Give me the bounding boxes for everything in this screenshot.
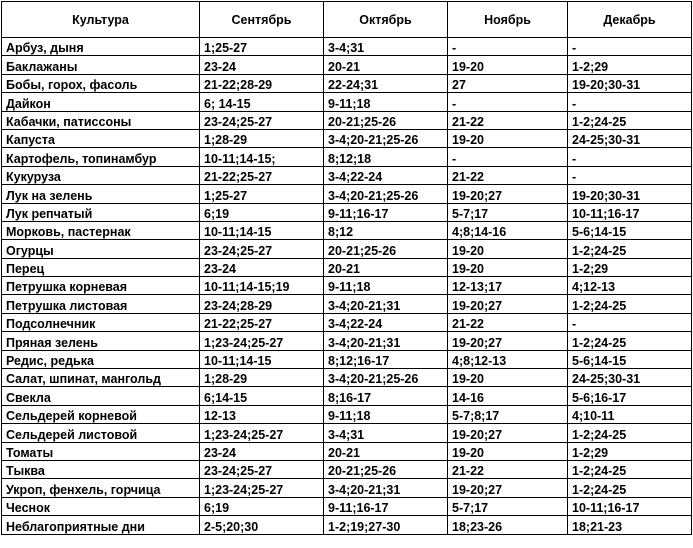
october-cell: 20-21;25-26: [324, 111, 448, 129]
november-cell: 12-13;17: [448, 277, 568, 295]
table-row: [2, 350, 692, 368]
september-cell: 23-24: [200, 442, 324, 460]
october-cell: 3-4;20-21;25-26: [324, 185, 448, 203]
september-cell: 21-22;25-27: [200, 313, 324, 331]
crop-cell: Огурцы: [2, 240, 200, 258]
september-cell: 6;19: [200, 203, 324, 221]
september-cell: 10-11;14-15;19: [200, 277, 324, 295]
september-cell: 23-24;28-29: [200, 295, 324, 313]
crop-cell: Бобы, горох, фасоль: [2, 74, 200, 92]
september-cell: 23-24: [200, 56, 324, 74]
december-cell: -: [568, 38, 692, 56]
crop-cell: Капуста: [2, 129, 200, 147]
header-crop: Культура: [2, 2, 200, 38]
september-cell: 6;14-15: [200, 387, 324, 405]
crop-cell: Арбуз, дыня: [2, 38, 200, 56]
october-cell: 1-2;19;27-30: [324, 516, 448, 534]
crop-cell: Лук на зелень: [2, 185, 200, 203]
table-row: [2, 313, 692, 331]
october-cell: 20-21: [324, 258, 448, 276]
october-cell: 8;12;18: [324, 148, 448, 166]
september-cell: 1;28-29: [200, 129, 324, 147]
december-cell: 1-2;24-25: [568, 332, 692, 350]
november-cell: 4;8;12-13: [448, 350, 568, 368]
september-cell: 23-24;25-27: [200, 460, 324, 478]
october-cell: 20-21: [324, 56, 448, 74]
table-row: [2, 166, 692, 184]
october-cell: 22-24;31: [324, 74, 448, 92]
september-cell: 1;25-27: [200, 185, 324, 203]
november-cell: 27: [448, 74, 568, 92]
october-cell: 3-4;31: [324, 424, 448, 442]
november-cell: -: [448, 93, 568, 111]
november-cell: 19-20;27: [448, 185, 568, 203]
october-cell: 9-11;18: [324, 93, 448, 111]
october-cell: 9-11;16-17: [324, 497, 448, 515]
october-cell: 8;12: [324, 221, 448, 239]
september-cell: 23-24;25-27: [200, 111, 324, 129]
november-cell: 19-20: [448, 240, 568, 258]
november-cell: 19-20: [448, 56, 568, 74]
crop-cell: Петрушка листовая: [2, 295, 200, 313]
crop-cell: Чеснок: [2, 497, 200, 515]
november-cell: 19-20: [448, 442, 568, 460]
october-cell: 3-4;22-24: [324, 313, 448, 331]
table-row: [2, 185, 692, 203]
november-cell: 5-7;8;17: [448, 405, 568, 423]
table-row: [2, 332, 692, 350]
crop-cell: Кукуруза: [2, 166, 200, 184]
table-body: [2, 38, 692, 535]
crop-cell: Тыква: [2, 460, 200, 478]
crop-cell: Баклажаны: [2, 56, 200, 74]
october-cell: 3-4;20-21;31: [324, 479, 448, 497]
table-row: [2, 405, 692, 423]
september-cell: 6;19: [200, 497, 324, 515]
crop-cell: Свекла: [2, 387, 200, 405]
crop-cell: Салат, шпинат, мангольд: [2, 369, 200, 387]
december-cell: 1-2;24-25: [568, 424, 692, 442]
table-row: [2, 38, 692, 56]
crop-cell: Дайкон: [2, 93, 200, 111]
november-cell: 14-16: [448, 387, 568, 405]
crop-cell: Петрушка корневая: [2, 277, 200, 295]
december-cell: -: [568, 93, 692, 111]
table-row: [2, 277, 692, 295]
september-cell: 23-24;25-27: [200, 240, 324, 258]
november-cell: 19-20;27: [448, 424, 568, 442]
november-cell: 21-22: [448, 111, 568, 129]
september-cell: 12-13: [200, 405, 324, 423]
october-cell: 3-4;20-21;31: [324, 295, 448, 313]
september-cell: 1;28-29: [200, 369, 324, 387]
december-cell: 10-11;16-17: [568, 203, 692, 221]
november-cell: 18;23-26: [448, 516, 568, 534]
november-cell: -: [448, 38, 568, 56]
november-cell: 4;8;14-16: [448, 221, 568, 239]
table-row: [2, 240, 692, 258]
november-cell: 19-20: [448, 369, 568, 387]
december-cell: 4;10-11: [568, 405, 692, 423]
november-cell: 5-7;17: [448, 203, 568, 221]
december-cell: 4;12-13: [568, 277, 692, 295]
september-cell: 1;23-24;25-27: [200, 424, 324, 442]
crop-cell: Кабачки, патиссоны: [2, 111, 200, 129]
december-cell: 1-2;24-25: [568, 240, 692, 258]
september-cell: 1;23-24;25-27: [200, 332, 324, 350]
september-cell: 21-22;25-27: [200, 166, 324, 184]
crop-cell: Томаты: [2, 442, 200, 460]
september-cell: 10-11;14-15: [200, 350, 324, 368]
december-cell: 1-2;29: [568, 258, 692, 276]
december-cell: 1-2;24-25: [568, 111, 692, 129]
table-row: [2, 258, 692, 276]
crop-cell: Редис, редька: [2, 350, 200, 368]
october-cell: 9-11;18: [324, 277, 448, 295]
october-cell: 3-4;20-21;31: [324, 332, 448, 350]
december-cell: 5-6;14-15: [568, 221, 692, 239]
header-row: [2, 2, 692, 38]
october-cell: 3-4;31: [324, 38, 448, 56]
crop-cell: Подсолнечник: [2, 313, 200, 331]
table-row: [2, 93, 692, 111]
november-cell: 19-20: [448, 258, 568, 276]
november-cell: 19-20;27: [448, 332, 568, 350]
october-cell: 3-4;20-21;25-26: [324, 369, 448, 387]
december-cell: 19-20;30-31: [568, 185, 692, 203]
october-cell: 9-11;18: [324, 405, 448, 423]
september-cell: 2-5;20;30: [200, 516, 324, 534]
october-cell: 3-4;20-21;25-26: [324, 129, 448, 147]
crop-cell: Неблагоприятные дни: [2, 516, 200, 534]
december-cell: -: [568, 148, 692, 166]
table-row: [2, 111, 692, 129]
crop-cell: Лук репчатый: [2, 203, 200, 221]
september-cell: 23-24: [200, 258, 324, 276]
table-row: [2, 295, 692, 313]
table-row: [2, 129, 692, 147]
november-cell: 19-20: [448, 129, 568, 147]
october-cell: 3-4;22-24: [324, 166, 448, 184]
november-cell: 21-22: [448, 460, 568, 478]
december-cell: 10-11;16-17: [568, 497, 692, 515]
table-row: [2, 221, 692, 239]
october-cell: 8;12;16-17: [324, 350, 448, 368]
crop-cell: Перец: [2, 258, 200, 276]
december-cell: 5-6;16-17: [568, 387, 692, 405]
table-row: [2, 497, 692, 515]
september-cell: 10-11;14-15: [200, 221, 324, 239]
november-cell: 5-7;17: [448, 497, 568, 515]
table-row: [2, 148, 692, 166]
december-cell: -: [568, 166, 692, 184]
table-row: [2, 442, 692, 460]
october-cell: 20-21;25-26: [324, 460, 448, 478]
table-row: [2, 74, 692, 92]
november-cell: 21-22: [448, 313, 568, 331]
december-cell: 1-2;24-25: [568, 479, 692, 497]
december-cell: 1-2;24-25: [568, 460, 692, 478]
october-cell: 20-21: [324, 442, 448, 460]
table-row: [2, 516, 692, 534]
header-september: Сентябрь: [200, 2, 324, 38]
header-november: Ноябрь: [448, 2, 568, 38]
november-cell: 19-20;27: [448, 479, 568, 497]
september-cell: 1;25-27: [200, 38, 324, 56]
table-row: [2, 479, 692, 497]
header-october: Октябрь: [324, 2, 448, 38]
december-cell: 1-2;29: [568, 56, 692, 74]
crop-cell: Пряная зелень: [2, 332, 200, 350]
december-cell: 18;21-23: [568, 516, 692, 534]
crop-cell: Сельдерей корневой: [2, 405, 200, 423]
table-row: [2, 460, 692, 478]
table-row: [2, 203, 692, 221]
september-cell: 10-11;14-15;: [200, 148, 324, 166]
table-row: [2, 56, 692, 74]
december-cell: 24-25;30-31: [568, 369, 692, 387]
crop-cell: Сельдерей листовой: [2, 424, 200, 442]
crop-cell: Укроп, фенхель, горчица: [2, 479, 200, 497]
december-cell: 5-6;14-15: [568, 350, 692, 368]
december-cell: 1-2;29: [568, 442, 692, 460]
november-cell: -: [448, 148, 568, 166]
october-cell: 8;16-17: [324, 387, 448, 405]
crop-cell: Морковь, пастернак: [2, 221, 200, 239]
december-cell: -: [568, 313, 692, 331]
october-cell: 9-11;16-17: [324, 203, 448, 221]
table-row: [2, 424, 692, 442]
table-row: [2, 369, 692, 387]
october-cell: 20-21;25-26: [324, 240, 448, 258]
crop-cell: Картофель, топинамбур: [2, 148, 200, 166]
september-cell: 6; 14-15: [200, 93, 324, 111]
september-cell: 21-22;28-29: [200, 74, 324, 92]
december-cell: 19-20;30-31: [568, 74, 692, 92]
december-cell: 24-25;30-31: [568, 129, 692, 147]
header-december: Декабрь: [568, 2, 692, 38]
november-cell: 21-22: [448, 166, 568, 184]
november-cell: 19-20;27: [448, 295, 568, 313]
december-cell: 1-2;24-25: [568, 295, 692, 313]
september-cell: 1;23-24;25-27: [200, 479, 324, 497]
table-row: [2, 387, 692, 405]
planting-calendar-table: [1, 1, 692, 535]
